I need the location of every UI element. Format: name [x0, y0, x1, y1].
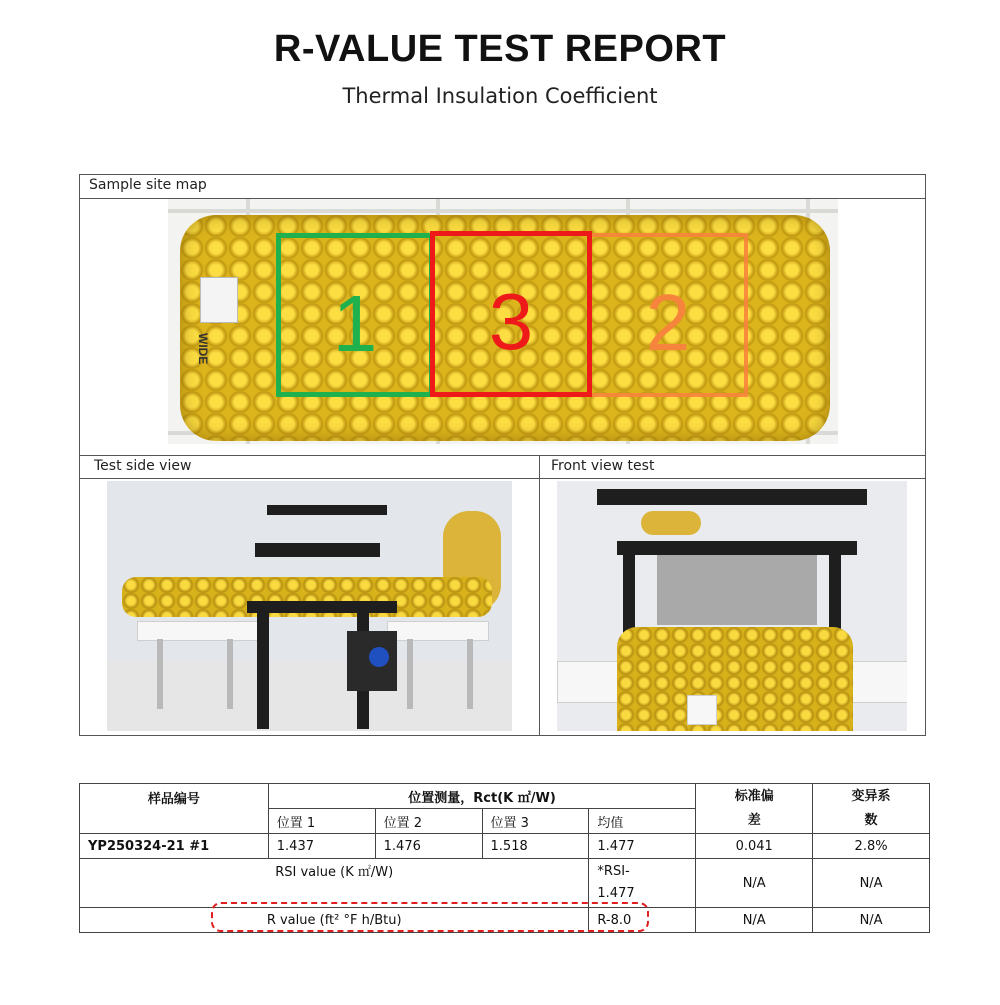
table-leg	[407, 639, 413, 709]
cell-pos2: 1.476	[375, 834, 482, 859]
cell-std: 0.041	[696, 834, 813, 859]
test-rig-frame	[267, 505, 387, 515]
header-std-dev	[696, 784, 813, 834]
gauge-dial	[369, 647, 389, 667]
sample-site-map-image	[168, 199, 838, 444]
header-cv	[813, 784, 930, 834]
caption-sample-site-map: Sample site map	[89, 177, 207, 193]
cell-pos3: 1.518	[482, 834, 589, 859]
table-header-row	[80, 784, 930, 809]
product-label-tag	[687, 695, 717, 725]
front-view-test-photo	[557, 481, 907, 731]
header-cv-line1: 变异系	[851, 788, 891, 804]
floor-tile-line	[168, 209, 838, 213]
header-mean: 均值	[589, 809, 696, 834]
side-table-right	[387, 621, 489, 641]
zone-label: 2	[645, 278, 691, 367]
cell-mean: 1.477	[589, 834, 696, 859]
header-cv-line2: 数	[864, 812, 878, 828]
header-pos3: 位置 3	[482, 809, 589, 834]
cell-sample: YP250324-21 #1	[80, 834, 269, 859]
test-side-view-photo	[107, 481, 512, 731]
header-pos2: 位置 2	[375, 809, 482, 834]
sleeping-pad	[617, 627, 853, 731]
cell-cv: 2.8%	[813, 834, 930, 859]
table-leg	[467, 639, 473, 709]
table-row-rsi	[80, 859, 930, 908]
test-rig-frame	[597, 489, 867, 505]
test-zone-3	[430, 231, 592, 397]
cell-rsi-value	[589, 859, 696, 908]
test-rig-frame	[617, 541, 857, 555]
photo-floor	[107, 661, 512, 731]
panel-divider	[539, 455, 540, 736]
test-rig-frame	[247, 601, 397, 613]
brand-logo: WIDE	[196, 333, 210, 365]
table-leg	[157, 639, 163, 709]
cell-r-std: N/A	[696, 908, 813, 933]
test-rig-frame	[255, 543, 380, 557]
header-position-measure: 位置测量，Rct(K ㎡/W)	[268, 784, 696, 809]
header-std-dev-line1: 标准偏	[734, 788, 774, 804]
cell-rsi-cv: N/A	[813, 859, 930, 908]
zone-label: 1	[332, 279, 378, 368]
side-table-left	[137, 621, 259, 641]
cell-rsi-value-line1: *RSI-	[597, 864, 630, 879]
panel-divider	[79, 455, 926, 456]
r-value-highlight	[211, 902, 649, 932]
cell-pos1: 1.437	[268, 834, 375, 859]
heating-plate	[657, 555, 817, 625]
panel-divider	[79, 478, 926, 479]
product-label-tag	[200, 277, 238, 323]
table-leg	[227, 639, 233, 709]
caption-front-view-test: Front view test	[551, 458, 655, 474]
header-pos1: 位置 1	[268, 809, 375, 834]
cell-rsi-std: N/A	[696, 859, 813, 908]
test-zone-1	[276, 233, 434, 397]
caption-test-side-view: Test side view	[94, 458, 192, 474]
test-zone-2	[588, 233, 748, 397]
decor-panel	[641, 511, 701, 535]
cell-r-value: R-8.0	[589, 908, 696, 933]
cell-rsi-value-line2: 1.477	[597, 886, 635, 901]
table-row	[80, 834, 930, 859]
page-title: R-VALUE TEST REPORT	[273, 28, 727, 70]
header-sample-no: 样品编号	[80, 784, 269, 834]
zone-label: 3	[488, 277, 534, 366]
page-subtitle: Thermal Insulation Coefficient	[342, 84, 658, 108]
cell-r-cv: N/A	[813, 908, 930, 933]
test-rig-frame	[257, 611, 269, 729]
cell-r-label: R value (ft² °F h/Btu)	[80, 908, 589, 933]
header-std-dev-line2: 差	[747, 812, 761, 828]
cell-rsi-label: RSI value (K ㎡/W)	[80, 859, 589, 908]
